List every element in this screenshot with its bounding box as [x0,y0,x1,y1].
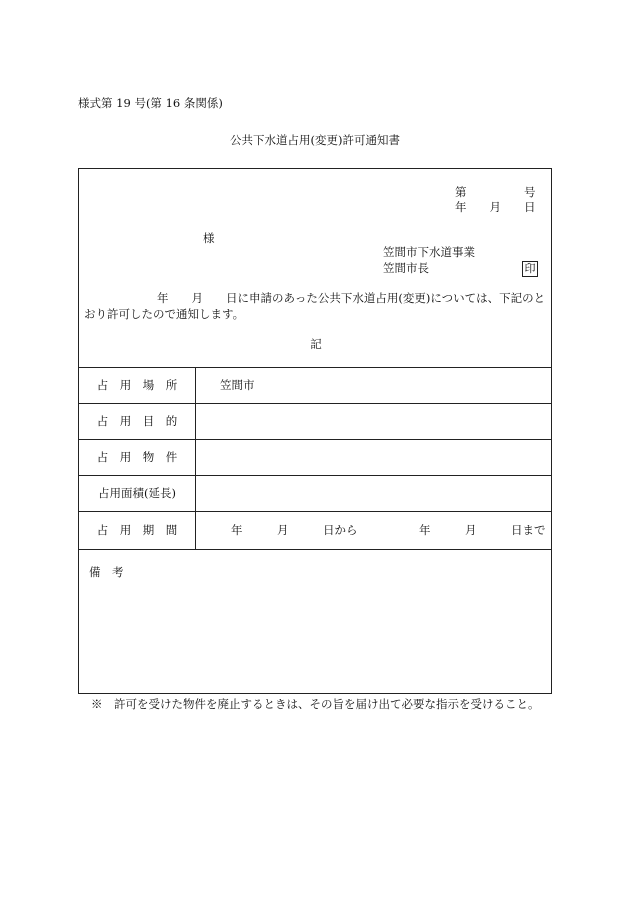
purpose-value [195,403,220,439]
notice-number-label: 第 号 [455,185,536,199]
notice-body-line2: おり許可したので通知します。 [84,307,245,321]
remarks-label: 備 考 [89,565,124,579]
area-value [195,475,220,511]
form-table [78,168,552,694]
form-number: 様式第 19 号(第 16 条関係) [78,96,223,110]
area-label: 占用面積(延長) [98,486,176,500]
issuer-title: 笠間市長 [383,261,429,275]
divider [79,549,551,550]
notice-date-label: 年 月 日 [455,200,536,214]
period-label: 占 用 期 間 [96,523,178,537]
addressee-suffix: 様 [203,231,215,245]
object-value [195,439,220,475]
footer-note: ※ 許可を受けた物件を廃止するときは、その旨を届け出て必要な指示を受けること。 [91,697,540,711]
period-start: 年 月 日から [231,523,358,537]
object-label: 占 用 物 件 [96,450,178,464]
ki-label: 記 [310,337,322,351]
seal-mark: 印 [522,261,538,277]
place-label: 占 用 場 所 [96,378,178,392]
place-value: 笠間市 [220,378,255,392]
purpose-label: 占 用 目 的 [96,414,178,428]
period-end: 年 月 日まで [419,523,546,537]
notice-body-line1: 年 月 日に申請のあった公共下水道占用(変更)については、下記のと [157,291,546,305]
issuer-org: 笠間市下水道事業 [383,245,475,259]
document-title: 公共下水道占用(変更)許可通知書 [230,133,400,147]
